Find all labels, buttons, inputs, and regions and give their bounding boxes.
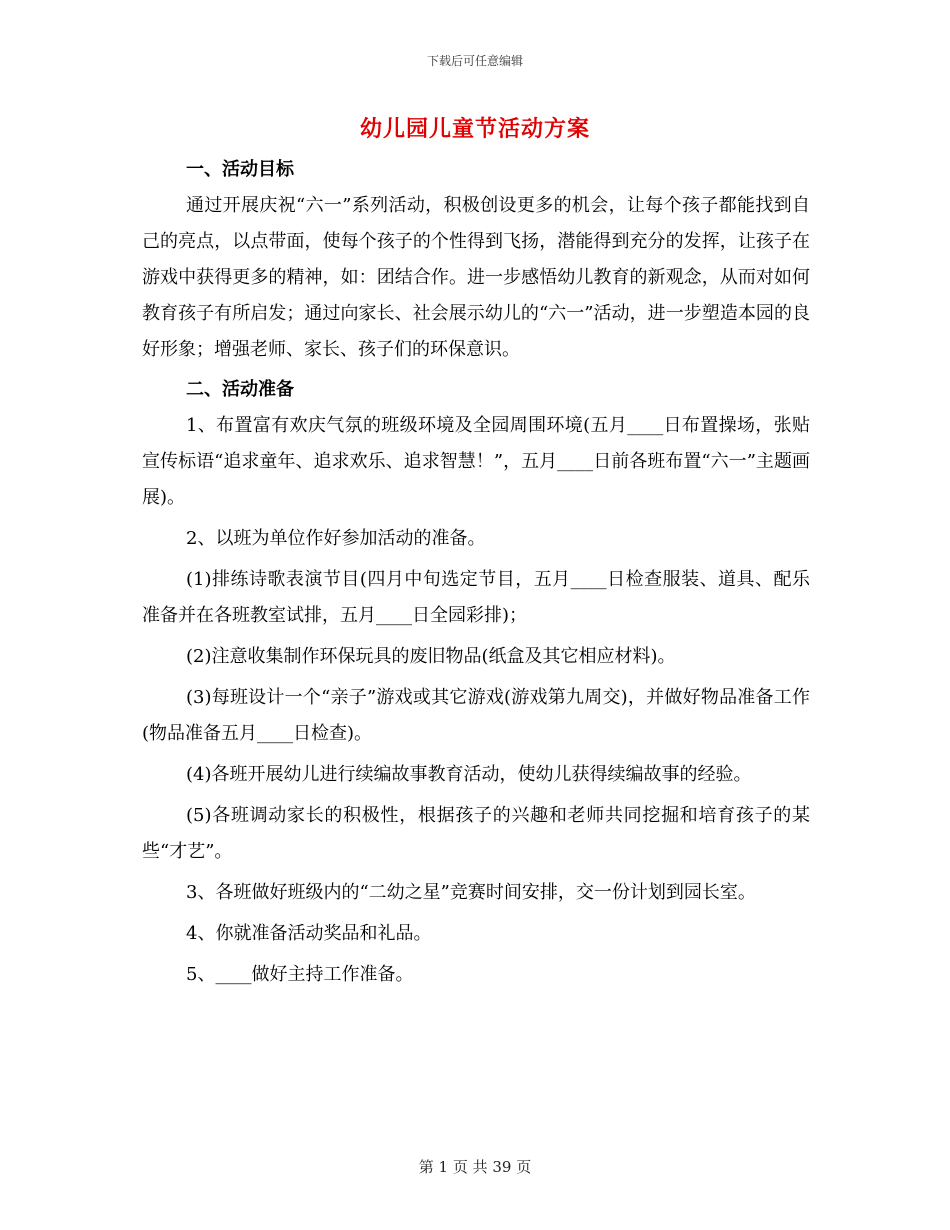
paragraph: 2、以班为单位作好参加活动的准备。 (186, 528, 486, 549)
page-footer: 第 1 页 共 39 页 (418, 1158, 532, 1176)
paragraph: (3)每班设计一个“亲子”游戏或其它游戏(游戏第九周交)，并做好物品准备工作(物品准备五月____日检查)。 (142, 687, 810, 744)
paragraph: 3、各班做好班级内的“二幼之星”竞赛时间安排，交一份计划到园长室。 (186, 882, 756, 903)
paragraph: 1、布置富有欢庆气氛的班级环境及全园周围环境(五月____日布置操场，张贴宣传标语“追求童年、追求欢乐、追求智慧！”，五月____日前各班布置“六一”主题画展)。 (142, 415, 810, 508)
section-heading-goals: 一、活动目标 (186, 159, 294, 180)
paragraph: 4、你就准备活动奖品和礼品。 (186, 923, 432, 944)
section-heading-preparation: 二、活动准备 (186, 379, 294, 400)
paragraph: (5)各班调动家长的积极性，根据孩子的兴趣和老师共同挖掘和培育孩子的某些“才艺”。 (142, 805, 810, 862)
document-body (142, 152, 810, 993)
paragraph: (4)各班开展幼儿进行续编故事教育活动，使幼儿获得续编故事的经验。 (186, 764, 752, 785)
paragraph: 5、____做好主持工作准备。 (186, 964, 414, 985)
page-header: 下载后可任意编辑 (426, 54, 523, 68)
paragraph: (2)注意收集制作环保玩具的废旧物品(纸盒及其它相应材料)。 (186, 646, 676, 667)
document-title: 幼儿园儿童节活动方案 (359, 116, 590, 142)
paragraph: (1)排练诗歌表演节目(四月中旬选定节目，五月____日检查服装、道具、配乐准备并在各班教室试排，五月____日全园彩排)； (142, 569, 810, 626)
paragraph: 通过开展庆祝“六一”系列活动，积极创设更多的机会，让每个孩子都能找到自己的亮点，以点带面，使每个孩子的个性得到飞扬，潜能得到充分的发挥，让孩子在游戏中获得更多的精神，如：团结合作。进一步感悟幼儿教育的新观念，从而对如何教育孩子有所启发；通过向家长、社会展示幼儿的“六一”活动，进一步塑造本园的良好形象；增强老师、家长、孩子们的环保意识。 (142, 195, 810, 360)
